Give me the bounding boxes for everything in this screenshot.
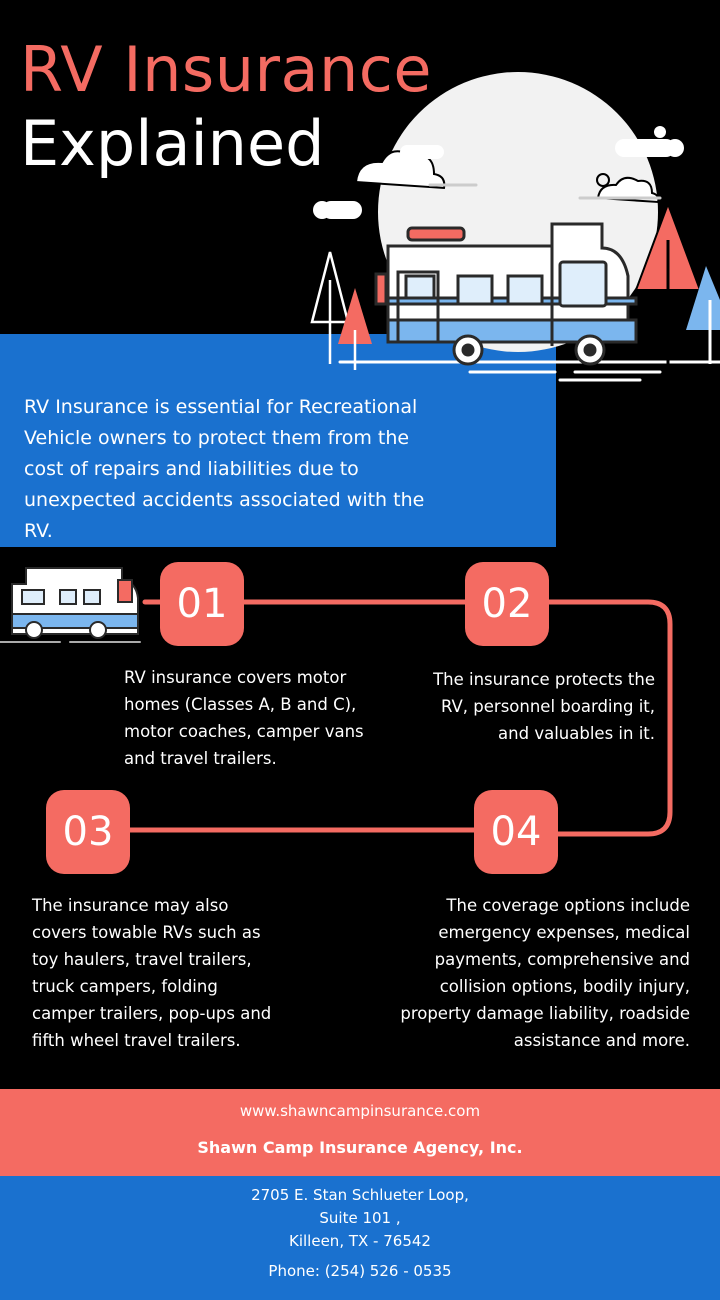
step-number-01: 01 — [160, 562, 244, 646]
step-number-03: 03 — [46, 790, 130, 874]
address-line-2: Suite 101 , — [319, 1209, 401, 1227]
phone-number[interactable]: Phone: (254) 526 - 0535 — [268, 1262, 452, 1280]
step-number-04: 04 — [474, 790, 558, 874]
stripe-lines-decor — [526, 434, 556, 544]
step-text-02: The insurance protects the RV, personnel boarding it, and valuables in it. — [433, 670, 655, 743]
step-number-02: 02 — [465, 562, 549, 646]
step-text-01: RV insurance covers motor homes (Classes A, B and C), motor coaches, camper vans and travel trailers. — [124, 668, 364, 768]
small-rv-icon — [12, 568, 138, 638]
tree-icon-left — [312, 252, 372, 370]
rv-hero-icon — [376, 224, 636, 364]
title-line-1: RV Insurance — [20, 33, 432, 106]
address-line-1: 2705 E. Stan Schlueter Loop, — [251, 1186, 469, 1204]
website-link[interactable]: www.shawncampinsurance.com — [239, 1102, 481, 1120]
ground-lines — [340, 362, 720, 380]
title-line-2: Explained — [20, 107, 325, 180]
intro-paragraph: RV Insurance is essential for Recreational Vehicle owners to protect them from the cost of repairs and liabilities due to unexpected accidents associated with the RV. — [24, 396, 425, 542]
company-name: Shawn Camp Insurance Agency, Inc. — [197, 1138, 523, 1157]
address-line-3: Killeen, TX - 76542 — [289, 1232, 431, 1250]
step-text-03: The insurance may also covers towable RVs such as toy haulers, travel trailers, truck campers, folding camper trailers, pop-ups and fifth wheel travel trailers. — [32, 896, 272, 1050]
step-text-04: The coverage options include emergency expenses, medical payments, comprehensive and collision options, bodily injury, property damage liability, roadside assistance and more. — [400, 896, 690, 1050]
